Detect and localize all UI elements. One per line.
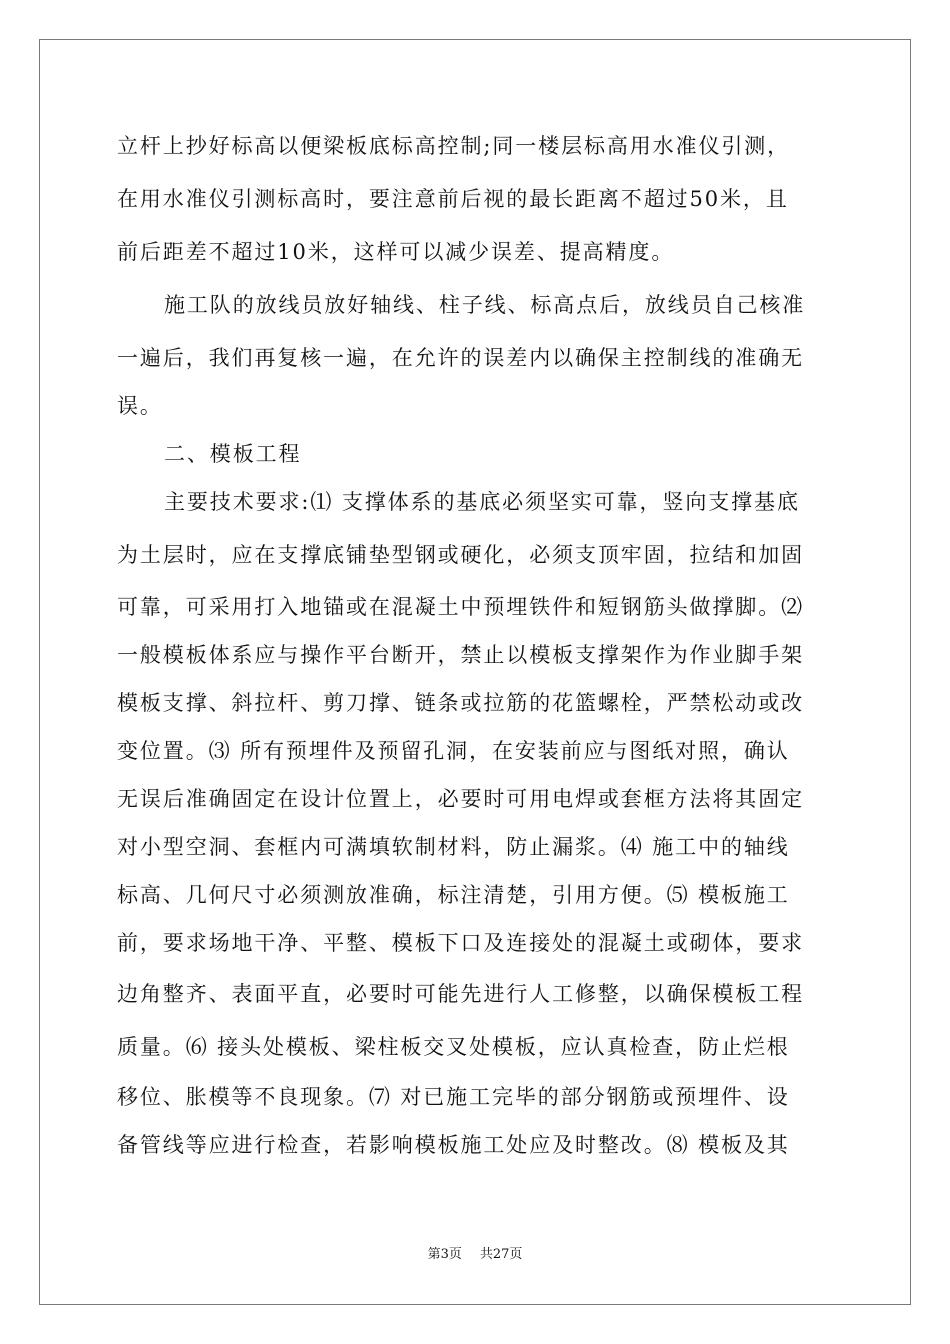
text-line: 误。 [117, 394, 163, 418]
text-line: 前后距差不超过10米，这样可以减少误差、提高精度。 [117, 240, 675, 264]
text-line: 无误后准确固定在设计位置上，必要时可用电焊或套框方法将其固定 [117, 787, 804, 811]
paragraph-first-line: 主要技术要求:⑴ 支撑体系的基底必须坚实可靠，竖向支撑基底 [164, 490, 800, 514]
page-footer [0, 1247, 950, 1263]
text-line: 一般模板体系应与操作平台断开，禁止以模板支撑架作为作业脚手架 [117, 643, 804, 667]
text-line: 在用水准仪引测标高时，要注意前后视的最长距离不超过50米，且 [117, 187, 789, 211]
page-border [39, 39, 911, 1305]
text-line: 模板支撑、斜拉杆、剪刀撑、链条或拉筋的花篮螺栓，严禁松动或改 [117, 691, 804, 715]
paragraph-first-line: 施工队的放线员放好轴线、柱子线、标高点后，放线员自己核准 [164, 293, 806, 317]
text-line: 移位、胀模等不良现象。⑺ 对已施工完毕的部分钢筋或预埋件、设 [117, 1085, 790, 1109]
text-line: 对小型空洞、套框内可满填软制材料，防止漏浆。⑷ 施工中的轴线 [117, 835, 790, 859]
text-line: 为土层时，应在支撑底铺垫型钢或硬化，必须支顶牢固，拉结和加固 [117, 543, 804, 567]
text-line: 立杆上抄好标高以便梁板底标高控制;同一楼层标高用水准仪引测， [117, 134, 791, 158]
page-number: 第3页 [427, 1247, 462, 1262]
text-line: 可靠，可采用打入地锚或在混凝土中预埋铁件和短钢筋头做撑脚。⑵ [117, 595, 804, 619]
text-line: 备管线等应进行检查，若影响模板施工处应及时整改。⑻ 模板及其 [117, 1133, 790, 1157]
text-line: 变位置。⑶ 所有预埋件及预留孔洞，在安装前应与图纸对照，确认 [117, 739, 790, 763]
text-line: 边角整齐、表面平直，必要时可能先进行人工修整，以确保模板工程 [117, 982, 804, 1006]
section-heading: 二、模板工程 [164, 442, 302, 466]
text-line: 标高、几何尺寸必须测放准确，标注清楚，引用方便。⑸ 模板施工 [117, 883, 790, 907]
page-total: 共27页 [479, 1247, 523, 1262]
text-line: 一遍后，我们再复核一遍，在允许的误差内以确保主控制线的准确无 [117, 346, 804, 370]
text-line: 质量。⑹ 接头处模板、梁柱板交叉处模板，应认真检查，防止烂根 [117, 1035, 790, 1059]
text-line: 前，要求场地干净、平整、模板下口及连接处的混凝土或砌体，要求 [117, 931, 804, 955]
